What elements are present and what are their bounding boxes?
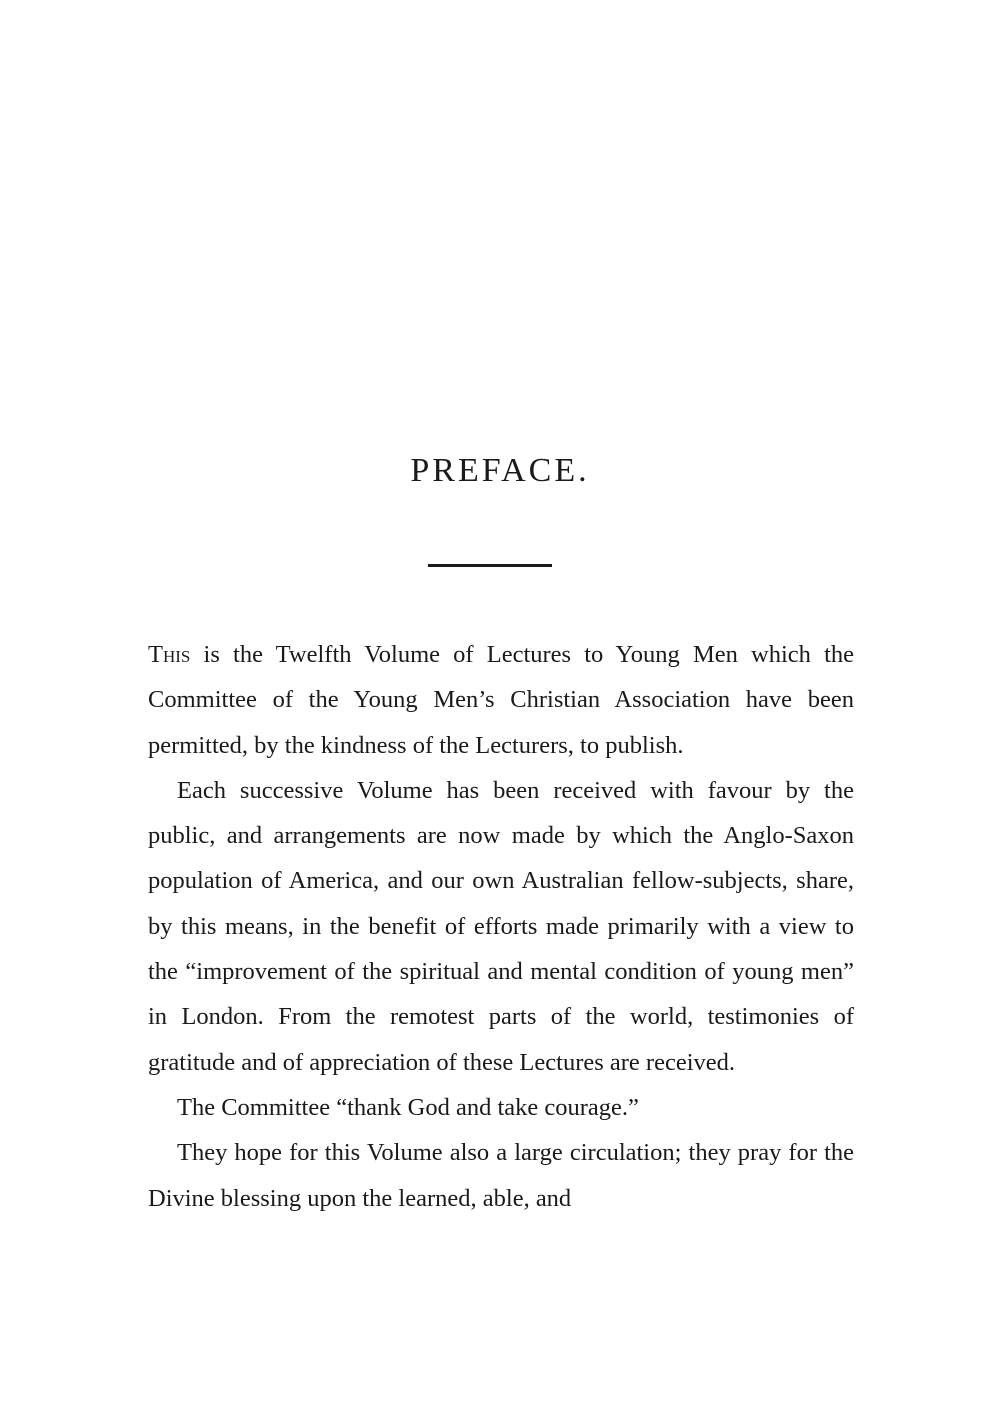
title-rule [428, 564, 552, 567]
paragraph-1 [148, 632, 854, 768]
preface-body [148, 632, 854, 1221]
paragraph-3: The Committee “thank God and take courage.” [177, 1093, 639, 1121]
page-title: PREFACE. [410, 452, 590, 489]
paragraph-4: They hope for this Volume also a large circulation; they pray for the Divine blessing upon the learned, able, and [148, 1139, 854, 1212]
paragraph-1-lead: This [148, 641, 191, 668]
paragraph-2: Each successive Volume has been received with favour by the public, and arrangements are now made by which the Anglo-Saxon population of America, and our own Australian fellow-subjects, share, by this means, in the benefit of efforts made primarily with a view to the “improvement of the spiritual and mental condition of young men” in London. From the remotest parts of the world, testimonies of gratitude and of appreciation of these Lectures are received. [148, 776, 854, 1076]
paragraph-1-text: is the Twelfth Volume of Lectures to Young Men which the Committee of the Young Men’s Christian Association have been permitted, by the kindness of the Lecturers, to publish. [148, 641, 854, 759]
